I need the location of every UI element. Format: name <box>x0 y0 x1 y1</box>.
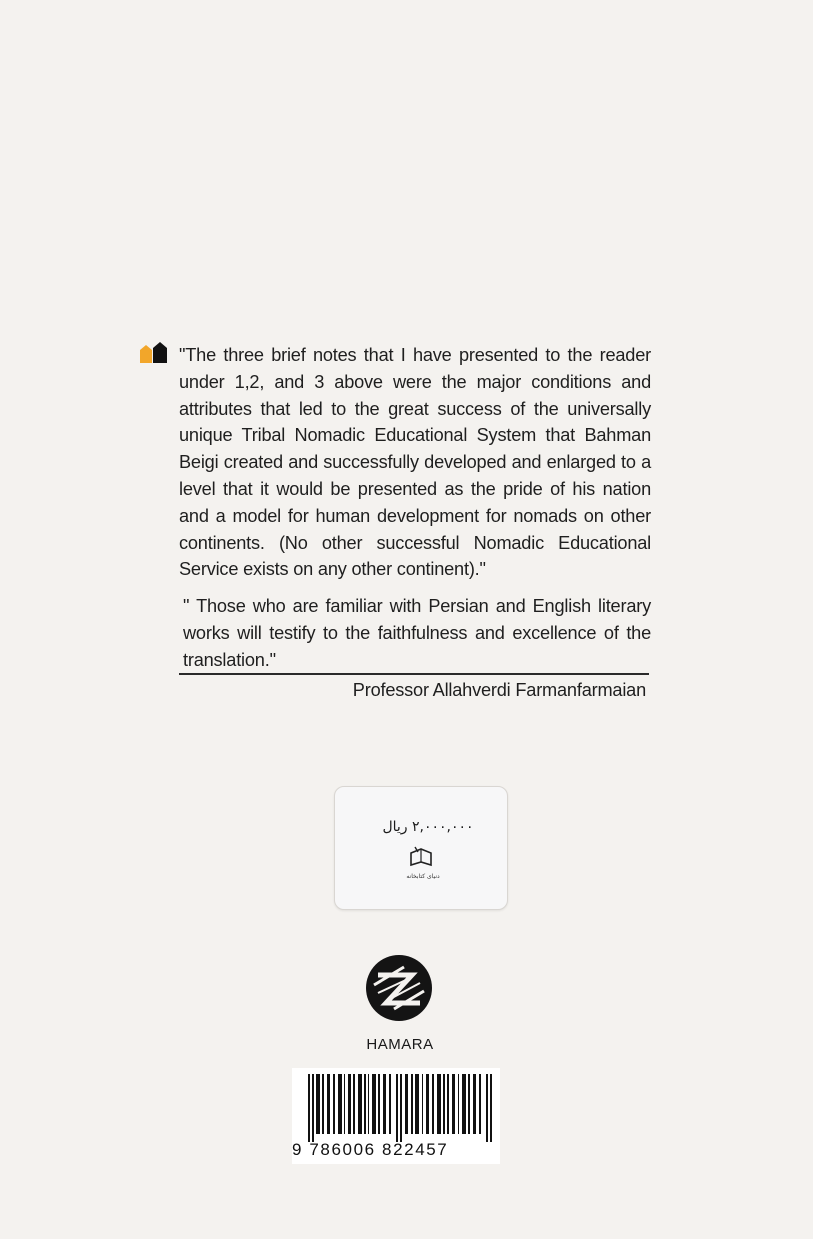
isbn-digits: 9 786006 822457 <box>292 1140 449 1159</box>
quote-line: and a model for human development for nomads on other <box>179 505 651 526</box>
isbn-barcode <box>292 1068 500 1164</box>
divider-rule <box>179 673 649 675</box>
quote-line: works will testify to the faithfulness and excellence of the <box>183 622 651 643</box>
price-sticker <box>334 786 508 910</box>
price-label: ۲,۰۰۰,۰۰۰ ریال <box>382 819 474 835</box>
quote-line: under 1,2, and 3 above were the major conditions and <box>179 371 651 392</box>
quote-author: Professor Allahverdi Farmanfarmaian <box>352 680 646 700</box>
house-marker-icon <box>139 341 169 365</box>
barcode-bars <box>306 1074 496 1142</box>
quote-paragraph-2 <box>179 593 651 673</box>
hamara-logo-icon <box>364 953 434 1023</box>
quote-line: translation." <box>183 649 276 670</box>
publisher-name: HAMARA <box>366 1036 434 1053</box>
quote-line: continents. (No other successful Nomadic Educational <box>179 532 651 553</box>
quote-line: Beigi created and successfully developed and enlarged to a <box>179 452 651 473</box>
store-name: دنیای کتابخانه <box>406 873 440 880</box>
quote-line: " Those who are familiar with Persian and English literary <box>183 596 651 617</box>
quote-line: "The three brief notes that I have presented to the reader <box>179 345 651 365</box>
quote-line: level that it would be presented as the pride of his nation <box>179 478 651 499</box>
open-book-hand-icon <box>407 843 435 871</box>
quote-line: Service exists on any other continent)." <box>179 559 486 580</box>
quote-line: attributes that led to the great success of the universally <box>179 398 651 419</box>
quote-paragraph-1 <box>179 342 651 583</box>
quote-text <box>179 342 651 674</box>
quote-line: unique Tribal Nomadic Educational System that Bahman <box>179 425 651 446</box>
